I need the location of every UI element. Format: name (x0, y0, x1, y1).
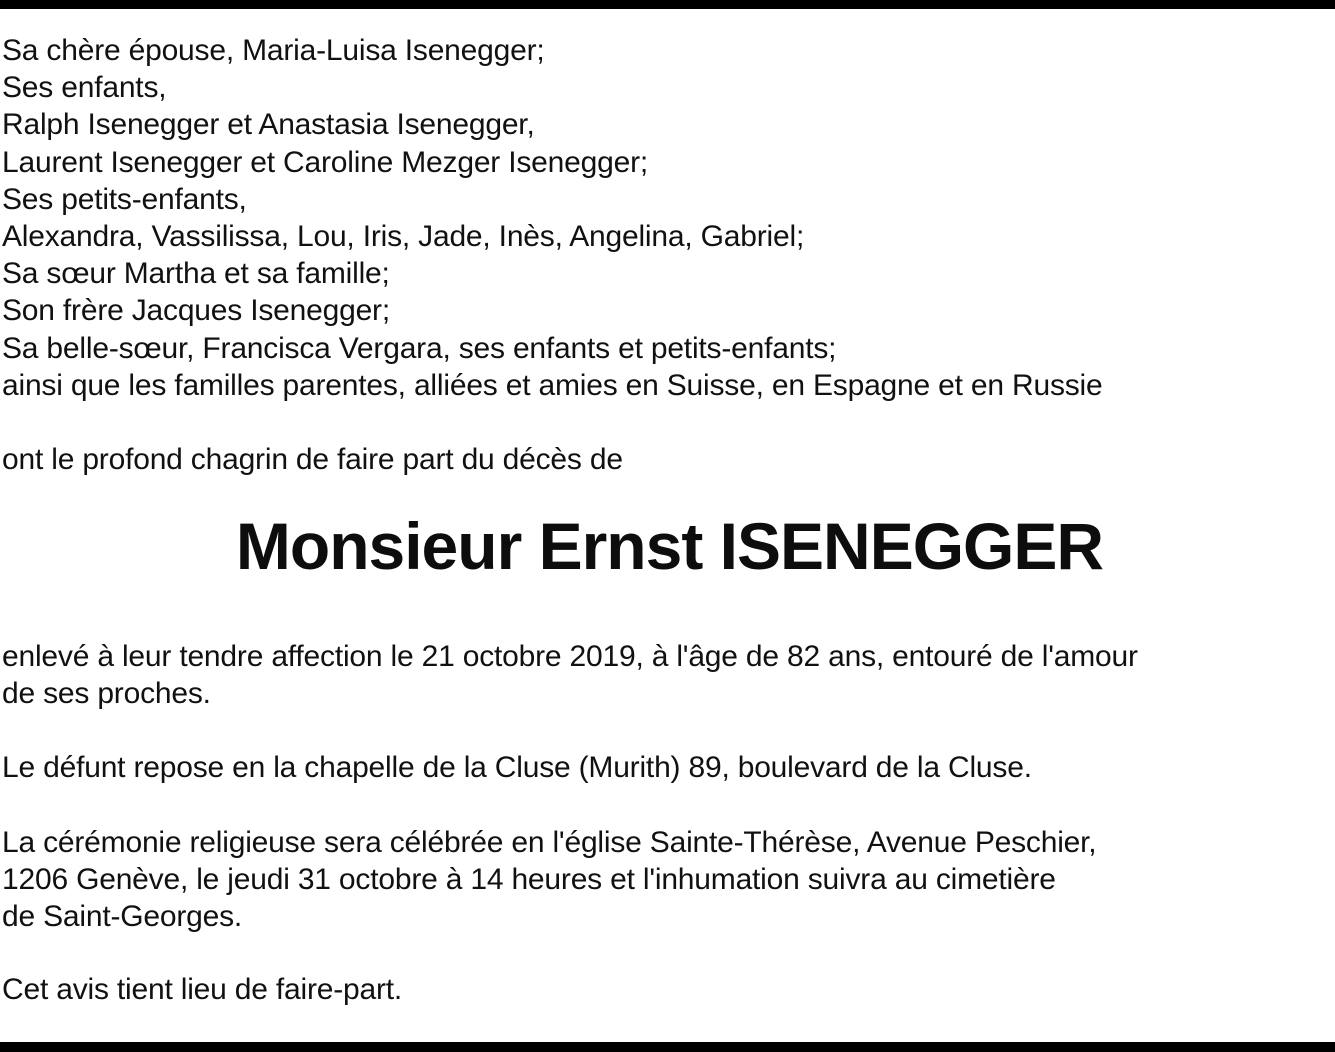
deceased-name: Monsieur Ernst ISENEGGER (235, 509, 1104, 584)
family-line: Sa sœur Martha et sa famille; (2, 257, 390, 291)
family-line: Sa chère épouse, Maria-Luisa Isenegger; (2, 34, 545, 67)
deceased-block (2, 478, 1322, 638)
bottom-border-rule (0, 1042, 1335, 1052)
family-line: Ses enfants, (2, 71, 167, 105)
family-line: Laurent Isenegger et Caroline Mezger Isenegger; (2, 145, 649, 179)
ceremony-line: 1206 Genève, le jeudi 31 octobre à 14 heures et l'inhumation suivra au cimetière (2, 862, 1056, 896)
death-notice (2, 638, 1322, 712)
obituary-notice (2, 32, 1322, 1008)
ceremony-line: de Saint-Georges. (2, 900, 243, 933)
family-line: Alexandra, Vassilissa, Lou, Iris, Jade, Inès, Angelina, Gabriel; (2, 219, 805, 253)
family-line: ainsi que les familles parentes, alliées et amies en Suisse, en Espagne et en Russie (2, 368, 1103, 402)
family-line: Ses petits-enfants, (2, 182, 247, 216)
death-notice-line: enlevé à leur tendre affection le 21 octobre 2019, à l'âge de 82 ans, entouré de l'amour (2, 640, 1138, 674)
announcement-text: ont le profond chagrin de faire part du décès de (2, 442, 623, 476)
family-line: Ralph Isenegger et Anastasia Isenegger, (2, 108, 535, 142)
closing-text: Cet avis tient lieu de faire-part. (2, 973, 403, 1007)
death-notice-line: de ses proches. (2, 677, 211, 711)
family-list (2, 32, 1322, 404)
family-line: Sa belle-sœur, Francisca Vergara, ses enfants et petits-enfants; (2, 331, 837, 365)
ceremony-details (2, 824, 1322, 936)
top-border-rule (0, 0, 1335, 9)
family-line: Son frère Jacques Isenegger; (2, 294, 390, 328)
ceremony-line: La cérémonie religieuse sera célébrée en l'église Sainte-Thérèse, Avenue Peschier, (2, 825, 1097, 859)
repose-text: Le défunt repose en la chapelle de la Cluse (Murith) 89, boulevard de la Cluse. (2, 751, 1032, 785)
